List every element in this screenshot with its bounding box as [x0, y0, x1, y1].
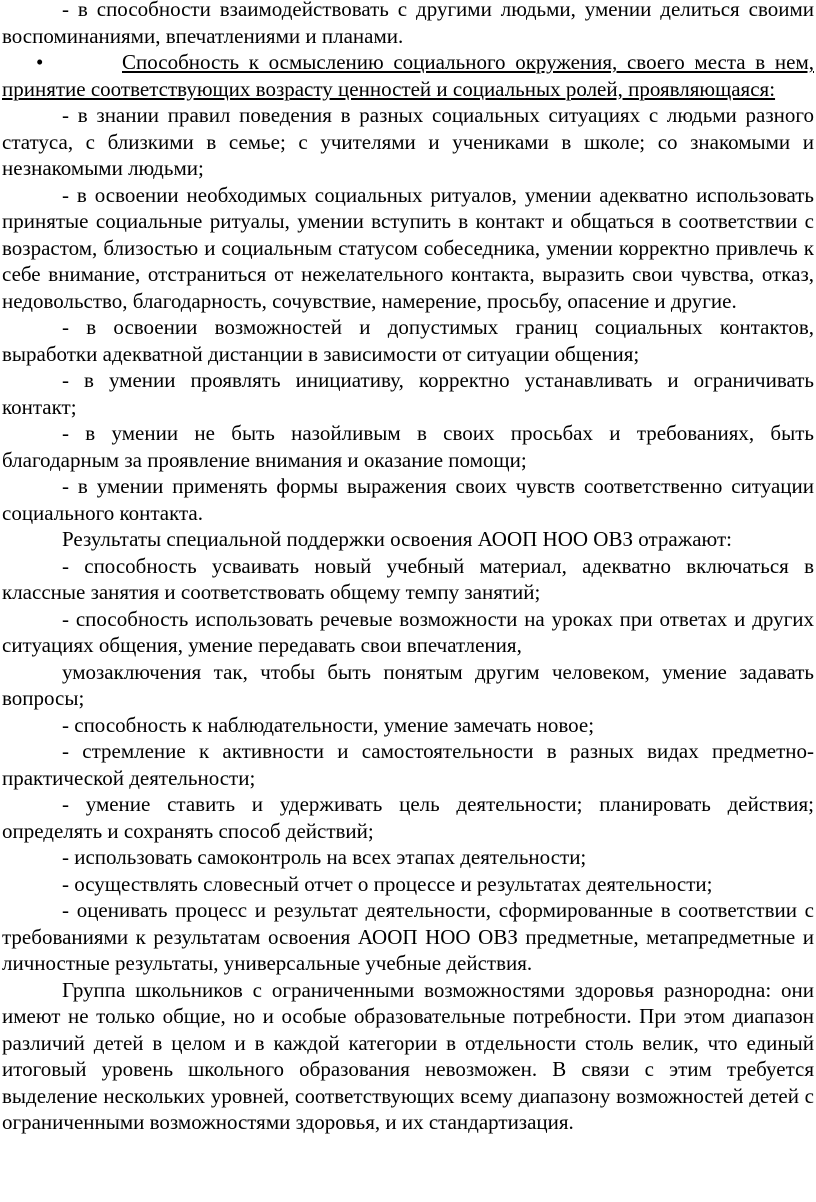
- paragraph-16: - использовать самоконтроль на всех этапах деятельности;: [62, 845, 587, 869]
- paragraph-8: - в умении применять формы выражения своих чувств соответственно ситуации социального контакта.: [2, 474, 814, 525]
- paragraph-17: - осуществлять словесный отчет о процессе и результатах деятельности;: [62, 871, 713, 896]
- bullet-heading-text: Способность к осмыслению социального окружения, своего места в нем, принятие соответствующих возрасту ценностей и социальных ролей, проявляющаяся:: [2, 50, 814, 101]
- paragraph-10: - способность усваивать новый учебный материал, адекватно включаться в классные занятия и соответствовать общему темпу занятий;: [2, 553, 814, 604]
- paragraph-1: - в способности взаимодействовать с другими людьми, умении делиться своими воспоминаниями, впечатлениями и планами.: [2, 0, 814, 48]
- paragraph-15: - умение ставить и удерживать цель деятельности; планировать действия; определять и сохранять способ действий;: [2, 792, 814, 843]
- paragraph-18: - оценивать процесс и результат деятельности, сформированные в соответствии с требованиями к результатам освоения АООП НОО ОВЗ предметные, метапредметные и личностные результаты, универсальные учебные действия.: [2, 898, 814, 975]
- bullet-heading: [2, 49, 814, 102]
- paragraph-3: - в знании правил поведения в разных социальных ситуациях с людьми разного статуса, с близкими в семье; с учителями и учениками в школе; со знакомыми и незнакомыми людьми;: [2, 103, 814, 180]
- paragraph-9: Результаты специальной поддержки освоения АООП НОО ОВЗ отражают:: [62, 527, 732, 551]
- paragraph-13: - способность к наблюдательности, умение замечать новое;: [62, 712, 595, 737]
- paragraph-19: Группа школьников с ограниченными возможностями здоровья разнородна: они имеют не только общие, но и особые образовательные потребности. При этом диапазон различий детей в целом и в каждой категории в отдельности столь велик, что единый итоговый уровень школьного образования невозможен. В связи с этим требуется выделение нескольких уровней, соответствующих всему диапазону возможностей детей с ограниченными возможностями здоровья, и их стандартизация.: [2, 977, 814, 1134]
- paragraph-7: - в умении не быть назойливым в своих просьбах и требованиях, быть благодарным за проявление внимания и оказание помощи;: [2, 421, 814, 472]
- paragraph-12: умозаключения так, чтобы быть понятым другим человеком, умение задавать вопросы;: [2, 659, 814, 710]
- paragraph-11: - способность использовать речевые возможности на уроках при ответах и других ситуациях общения, умение передавать свои впечатления,: [2, 606, 814, 657]
- paragraph-5: - в освоении возможностей и допустимых границ социальных контактов, выработки адекватной дистанции в зависимости от ситуации общения;: [2, 315, 814, 366]
- paragraph-4: - в освоении необходимых социальных ритуалов, умении адекватно использовать принятые социальные ритуалы, умении вступить в контакт и общаться в соответствии с возрастом, близостью и социальным статусом собеседника, умении корректно привлечь к себе внимание, отстраниться от нежелательного контакта, выразить свои чувства, отказ, недовольство, благодарность, сочувствие, намерение, просьбу, опасение и другие.: [2, 182, 814, 313]
- paragraph-6: - в умении проявлять инициативу, корректно устанавливать и ограничивать контакт;: [2, 368, 814, 419]
- paragraph-14: - стремление к активности и самостоятельности в разных видах предметно-практической деятельности;: [2, 739, 814, 790]
- bullet-icon: •: [36, 50, 44, 74]
